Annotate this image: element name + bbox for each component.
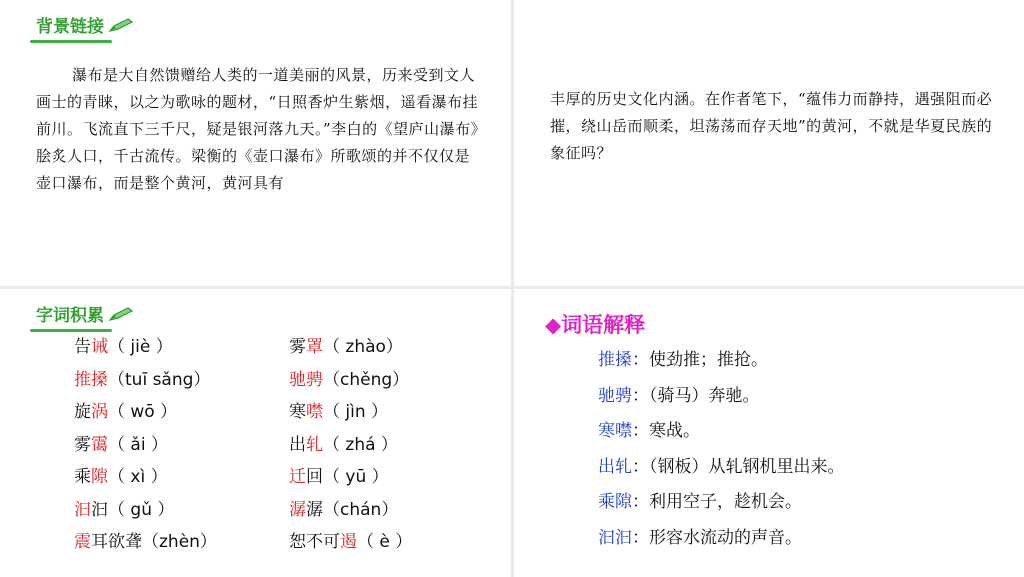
vocab-item [289,461,389,493]
definition-term: 汩汩 [598,527,632,548]
definition-text: ：使劲推；推抢。 [632,350,768,370]
vocab-pinyin: （ zhào） [323,337,403,357]
vocab-highlight-char: 涡 [91,402,108,422]
vocab-word-part: 雾 [74,434,91,455]
vocab-highlight-char: 迁 [289,467,306,487]
vocab-item [74,396,177,428]
definition-term: 乘隙 [598,492,632,512]
background-title-text: 背景链接 [36,17,104,37]
background-text-left: 瀑布是大自然馈赠给人类的一道美丽的风景，历来受到文人画士的青睐，以之为歌咏的题材，“日照香炉生紫烟，遥看瀑布挂前川。飞流直下三千尺，疑是银河落九天。”李白的《望庐山瀑布》脍炙人口，千古流传。梁衡的《壶口瀑布》所歌颂的并不仅仅是壶口瀑布，而是整个黄河，黄河具有 [36,66,479,192]
vocab-item [74,494,174,526]
definition-item [598,452,845,477]
definition-term: 推搡 [598,350,632,370]
vocab-pinyin: （zhèn） [142,532,217,552]
background-panel-left [0,0,511,286]
vocab-item [74,364,210,396]
vocab-pinyin: （ jiè ） [108,337,173,357]
definition-term: 寒噤 [598,421,632,441]
definition-term: 驰骋 [598,385,632,406]
vocab-item [74,331,173,363]
vocab-section-title [36,301,134,326]
vocab-pinyin: （ zhá ） [323,434,398,455]
definitions-title: ◆词语解释 [545,313,646,337]
vocab-pinyin: （ gǔ ） [108,499,175,520]
vocab-item [289,526,412,558]
title-underline [30,40,112,43]
vocab-highlight-char: 潺 [289,499,306,520]
vocab-item [289,331,403,363]
vocab-highlight-char: 震 [74,532,91,552]
vocab-pinyin: （ wō ） [108,402,178,422]
definition-item [598,416,700,441]
definition-item [598,345,768,370]
vocab-word-part: 告 [74,337,91,357]
vocab-pinyin: （ jìn ） [323,402,389,422]
definition-text: ：利用空子，趁机会。 [632,492,802,512]
vocab-word-part: 回 [306,467,323,487]
vocab-highlight-char: 隙 [91,467,108,487]
vocab-item [74,461,168,493]
background-paragraph-left [36,62,480,197]
background-text-right: 丰厚的历史文化内涵。在作者笔下，“蕴伟力而静持，遇强阻而必摧，绕山岳而顺柔，坦荡荡而存天地”的黄河，不就是华夏民族的象征吗？ [550,90,993,162]
vocab-word-part: 恕不可 [289,532,340,552]
vocab-highlight-char: 诫 [91,337,108,357]
vocab-pinyin: （chán） [323,499,399,520]
vocab-highlight-char: 驰骋 [289,369,323,390]
background-paragraph-right [550,86,995,167]
vocab-item [289,396,388,428]
vocab-item [74,526,217,558]
vocab-pinyin: （ yū ） [323,467,389,487]
definition-item [598,381,760,406]
background-section-title [36,12,134,37]
vocab-highlight-char: 轧 [306,434,323,455]
vocab-highlight-char: 汩 [74,499,91,520]
vocab-word-part: 出 [289,434,306,455]
vocab-title-text: 字词积累 [36,306,104,326]
definition-text: ：（钢板）从轧钢机里出来。 [632,456,845,477]
vocab-word-part: 耳欲聋 [91,532,142,552]
definition-term: 出轧 [598,456,632,477]
definition-text: ：形容水流动的声音。 [632,527,802,548]
vocab-pinyin: （chěng） [323,369,410,390]
pencil-icon [108,306,134,322]
vocab-item [74,429,168,461]
vocab-pinyin: （ ǎi ） [108,434,168,455]
vocab-highlight-char: 霭 [91,434,108,455]
vocab-pinyin: （ xì ） [108,467,168,487]
vocab-word-part: 汩 [91,499,108,520]
vocab-word-part: 旋 [74,402,91,422]
definition-item [598,523,802,548]
vocab-highlight-char: 噤 [306,402,323,422]
vocab-word-part: 乘 [74,467,91,487]
vocab-pinyin: （ è ） [357,532,413,552]
definition-text: ：（骑马）奔驰。 [632,385,760,406]
vocab-word-part: 潺 [306,499,323,520]
vocab-item [289,494,398,526]
vocab-item [289,429,398,461]
vocab-highlight-char: 罩 [306,337,323,357]
pencil-icon [108,17,134,33]
vocab-item [289,364,409,396]
definition-text: ：寒战。 [632,421,700,441]
vocab-highlight-char: 遏 [340,532,357,552]
definition-item [598,487,802,512]
vocab-pinyin: （tuī sǎng） [108,369,211,390]
vocab-word-part: 雾 [289,337,306,357]
background-panel-right [514,0,1024,286]
vocab-highlight-char: 推搡 [74,369,108,390]
vocab-word-part: 寒 [289,402,306,422]
